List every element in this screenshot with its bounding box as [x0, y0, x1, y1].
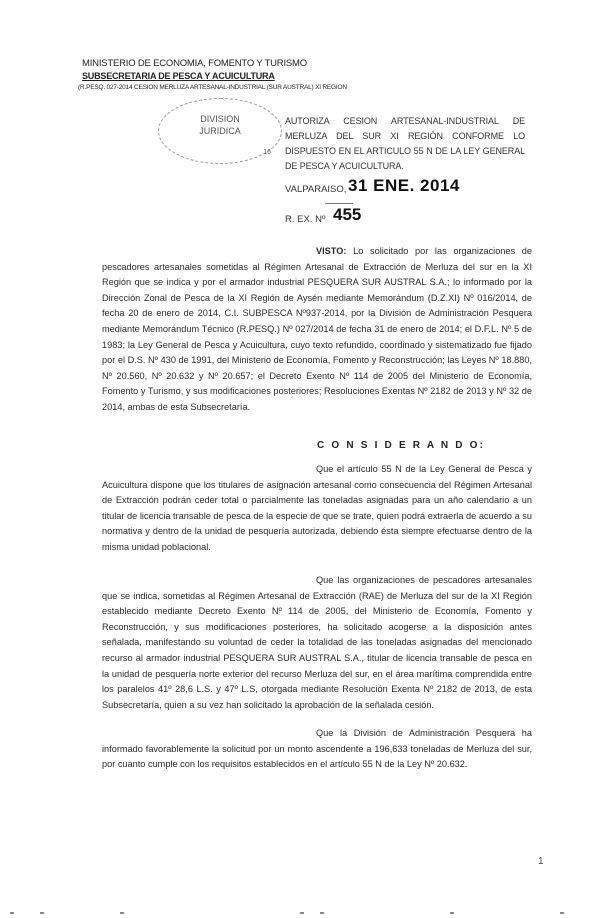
resolution-number-label: R. EX. Nº — [285, 214, 326, 225]
visto-label: VISTO: — [316, 246, 347, 256]
subsecretaria-name: SUBSECRETARIA DE PESCA Y ACUICULTURA — [82, 71, 275, 81]
resolution-date: 31 ENE. 2014 — [348, 176, 460, 195]
stamp-line-3: 16 — [263, 149, 271, 156]
stamp-line-2: JURIDICA — [199, 126, 241, 136]
considerando-heading: C O N S I D E R A N D O: — [317, 440, 486, 451]
considerando-paragraph-3: Que la División de Administración Pesquera ha informado favorablemente la solicitud por un monto ascendente a 196,633 toneladas de Merluza del sur, por cuanto cumple con los requisitos establecidos en el artículo 55 N de la Ley Nº 20.632. — [102, 728, 532, 770]
considerando-paragraph-2: Que las organizaciones de pescadores artesanales que se indica, sometidas al Régimen Artesanal de Extracción (RAE) de Merluza del sur de la XI Región establecido mediante Decreto Exento Nº 114 de 2005, del Ministerio de Economía, Fomento y Reconstrucción, y sus modificaciones posteriores, ha solicitado acogerse a la disposición antes señalada, manifestando su voluntad de ceder la totalidad de las toneladas asignadas del mencionado recurso al armador industrial PESQUERA SUR AUSTRAL S.A., titular de licencia transable de pesca en la unidad de pesquería norte exterior del recurso Merluza del sur, en el área marítima comprendida entre los paralelos 41º 28,6 L.S. y 47º L.S, otorgada mediante Resolución Exenta Nº 2182 de 2013, de esta Subsecretaría, quien a su vez han solicitado la aprobación de la señalada cesión. — [102, 575, 532, 710]
ministry-name: MINISTERIO DE ECONOMIA, FOMENTO Y TURISMO — [82, 58, 307, 69]
divider — [325, 203, 353, 204]
place-label: VALPARAISO, — [285, 184, 347, 195]
page-number: 1 — [538, 856, 544, 867]
visto-paragraph — [102, 244, 532, 416]
document-reference: (R.PESQ. 027-2014 CESION MERLUZA ARTESANAL-INDUSTRIAL (SUR AUSTRAL) XI REGION — [78, 84, 347, 91]
stamp-line-1: DIVISION — [200, 114, 240, 124]
resolution-subject: AUTORIZA CESION ARTESANAL-INDUSTRIAL DE MERLUZA DEL SUR XI REGIÓN CONFORME LO DISPUESTO EN EL ARTICULO 55 N DE LA LEY GENERAL DE PESCA Y ACUICULTURA. — [285, 116, 525, 171]
resolution-number: 455 — [333, 205, 362, 224]
scan-edge-marks — [0, 910, 600, 918]
visto-text: Lo solicitado por las organizaciones de pescadores artesanales sometidas al Régimen Artesanal de Extracción de Merluza del sur en la XI Región que se indica y por el armador industrial PESQUERA SUR AUSTRAL S.A.; lo informado por la Dirección Zonal de Pesca de la XI Región de Aysén mediante Memorándum (D.Z.XI) Nº 016/2014, de fecha 20 de enero de 2014, C.I. SUBPESCA Nº937-2014, por la División de Administración Pesquera mediante Memorándum Técnico (R.PESQ.) Nº 027/2014 de fecha 31 de enero de 2014; el D.F.L. Nº 5 de 1983; la Ley General de Pesca y Acuicultura, cuyo texto refundido, coordinado y sistematizado fue fijado por el D.S. Nº 430 de 1991, del Ministerio de Economía, Fomento y Reconstrucción; las Leyes Nº 18.880, Nº 20.560, Nº 20.632 y Nº 20.657; el Decreto Exento Nº 114 de 2005 del Ministerio de Economía, Fomento y Turismo, y sus modificaciones posteriores; Resoluciones Exentas Nº 2182 de 2013 y Nº 32 de 2014, ambas de esta Subsecretaría. — [102, 246, 533, 412]
division-stamp — [158, 98, 282, 164]
letterhead — [78, 58, 382, 94]
considerando-paragraph-1: Que el artículo 55 N de la Ley General de Pesca y Acuicultura dispone que los titulares de asignación artesanal como consecuencia del Régimen Artesanal de Extracción podrán ceder total o parcialmente las toneladas asignadas para un año calendario a un titular de licencia transable de pesca de la especie de que se trate, quien podrá extraerla de acuerdo a su normativa y dentro de la unidad de pesquería autorizada, debiendo ésta siempre efectuarse dentro de la misma unidad poblacional. — [102, 464, 532, 552]
